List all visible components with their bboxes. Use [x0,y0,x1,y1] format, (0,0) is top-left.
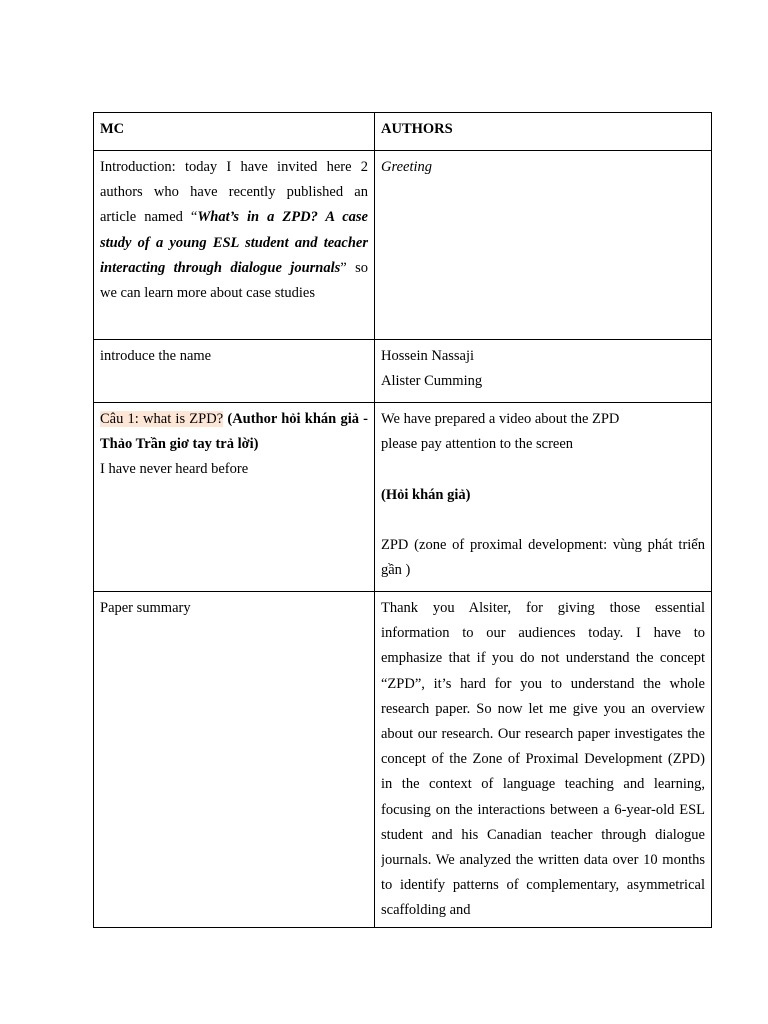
table-header-row [94,113,712,151]
ask-audience-text: (Hỏi khán giả) [381,486,471,503]
header-cell-authors: AUTHORS [375,113,712,151]
author-name-2: Alister Cumming [381,373,483,390]
authors-names-cell [375,340,712,403]
mc-summary-cell [94,592,375,928]
question-instruction: (Author hỏi khán giả - Thảo Trần giơ tay trả lời) [100,411,369,453]
mc-names-cell [94,340,375,403]
video-text: We have prepared a video about the ZPD [381,411,620,427]
authors-summary-cell [375,592,712,928]
mc-reply-text: I have never heard before [100,461,249,478]
intro-text-end: ” so we can learn more about case studies [100,259,368,302]
paper-summary-label: Paper summary [100,600,191,616]
summary-text: Thank you Alsiter, for giving those essential information to our audiences today. I have to emphasize that if you do not understand the concept “ZPD”, it’s hard for you to understand the whole research paper. So now let me give you an overview about our research. Our research paper investigates the concept of the Zone of Proximal Development (ZPD) in the context of language teaching and learning, focusing on the interactions between a 6-year-old ESL student and his Canadian teacher through dialogue journals. We analyzed the written data over 10 months to identify patterns of complementary, asymmetrical scaffolding and [381,600,705,919]
table-row-introduction [94,151,712,340]
zpd-definition-text: ZPD (zone of proximal development: vùng phát triển gần ) [381,536,705,579]
screen-text: please pay attention to the screen [381,436,574,453]
mc-introduction-cell [94,151,375,340]
introduce-name-text: introduce the name [100,348,212,364]
greeting-text: Greeting [381,159,433,175]
authors-question-cell [375,403,712,592]
script-table [93,112,712,928]
author-name-1: Hossein Nassaji [381,348,475,364]
article-title: What’s in a ZPD? A case study of a young ESL student and teacher interacting through dialogue journals [100,209,368,276]
table-row-names [94,340,712,403]
table-row-summary [94,592,712,928]
table-row-question-1 [94,403,712,592]
intro-text: Introduction: today I have invited here 2 authors who have recently published an article named “ [100,159,368,226]
header-cell-mc: MC [94,113,375,151]
mc-question-cell [94,403,375,592]
authors-greeting-cell [375,151,712,340]
question-highlight: Câu 1: what is ZPD? [100,411,224,427]
summary-text-wrap [381,596,705,923]
